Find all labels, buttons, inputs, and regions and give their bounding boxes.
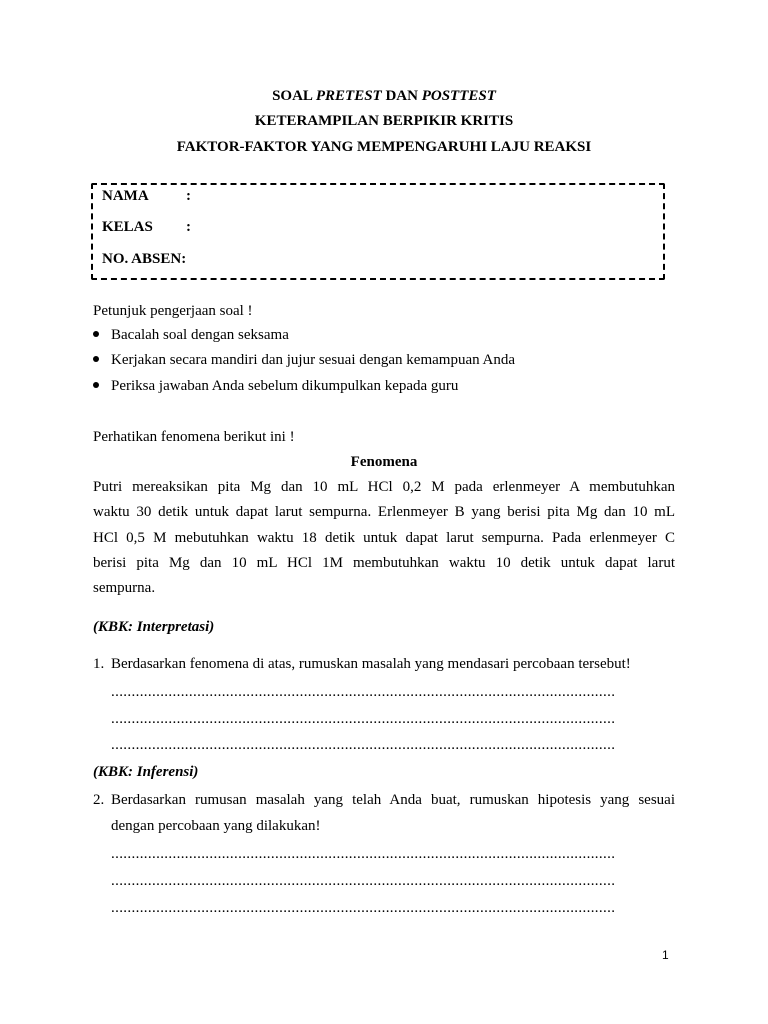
- title-posttest: POSTTEST: [421, 88, 496, 104]
- question-text: [111, 787, 675, 839]
- question-number: 2.: [93, 792, 105, 808]
- phenomenon-line: sempurna.: [93, 580, 156, 597]
- title-soal: SOAL: [272, 88, 316, 104]
- phenomenon-paragraph: [93, 475, 675, 601]
- kbk-label: (KBK: Interpretasi): [93, 619, 215, 635]
- title-dan: DAN: [381, 88, 422, 104]
- title-line-1: [0, 87, 768, 105]
- instructions-heading: Petunjuk pengerjaan soal !: [93, 303, 253, 319]
- class-label: KELAS: [102, 219, 153, 235]
- question-text: [111, 651, 675, 677]
- instruction-item: Kerjakan secara mandiri dan jujur sesuai dengan kemampuan Anda: [111, 352, 516, 368]
- name-colon: :: [186, 188, 191, 204]
- absen-row: [102, 250, 186, 268]
- answer-line[interactable]: ...........................................................................................................................: [111, 900, 616, 916]
- phenomenon-line: HCl 0,5 M mebutuhkan waktu 18 detik untuk dapat larut sempurna. Pada erlenmeyer C: [93, 529, 675, 546]
- question-number: 1.: [93, 656, 105, 672]
- answer-line[interactable]: ...........................................................................................................................: [111, 684, 616, 700]
- phenomenon-line: waktu 30 detik untuk dapat larut sempurna. Erlenmeyer B yang berisi pita Mg dan 10 mL: [93, 504, 675, 521]
- phenomenon-line: Putri mereaksikan pita Mg dan 10 mL HCl 0,2 M pada erlenmeyer A membutuhkan: [93, 479, 675, 495]
- name-row: [102, 187, 191, 205]
- absen-colon: :: [181, 251, 187, 267]
- instruction-item: Periksa jawaban Anda sebelum dikumpulkan kepada guru: [111, 378, 459, 394]
- kbk-label: (KBK: Inferensi): [93, 764, 199, 780]
- phenomenon-intro: Perhatikan fenomena berikut ini !: [93, 429, 295, 445]
- title-line-3: FAKTOR-FAKTOR YANG MEMPENGARUHI LAJU REAKSI: [176, 139, 592, 155]
- answer-line[interactable]: ...........................................................................................................................: [111, 846, 616, 862]
- answer-line[interactable]: ...........................................................................................................................: [111, 711, 616, 727]
- instruction-item: Bacalah soal dengan seksama: [111, 327, 289, 343]
- class-colon: :: [186, 219, 191, 235]
- answer-line[interactable]: ...........................................................................................................................: [111, 737, 616, 753]
- bullet-icon: [93, 356, 99, 362]
- bullet-icon: [93, 382, 99, 388]
- absen-label: NO. ABSEN: [102, 251, 182, 267]
- page-number: 1: [662, 948, 669, 962]
- question-line: dengan percobaan yang dilakukan!: [111, 818, 321, 834]
- title-pretest: PRETEST: [315, 88, 382, 104]
- name-label: NAMA: [102, 188, 149, 204]
- phenomenon-title: Fenomena: [350, 454, 418, 470]
- answer-line[interactable]: ...........................................................................................................................: [111, 873, 616, 889]
- question-line: Berdasarkan fenomena di atas, rumuskan masalah yang mendasari percobaan tersebut!: [111, 656, 631, 672]
- phenomenon-line: berisi pita Mg dan 10 mL HCl 1M membutuhkan waktu 10 detik untuk dapat larut: [93, 554, 675, 571]
- class-row: [102, 218, 191, 236]
- bullet-icon: [93, 331, 99, 337]
- question-line: Berdasarkan rumusan masalah yang telah Anda buat, rumuskan hipotesis yang sesuai: [111, 792, 675, 808]
- title-line-2: KETERAMPILAN BERPIKIR KRITIS: [254, 113, 514, 129]
